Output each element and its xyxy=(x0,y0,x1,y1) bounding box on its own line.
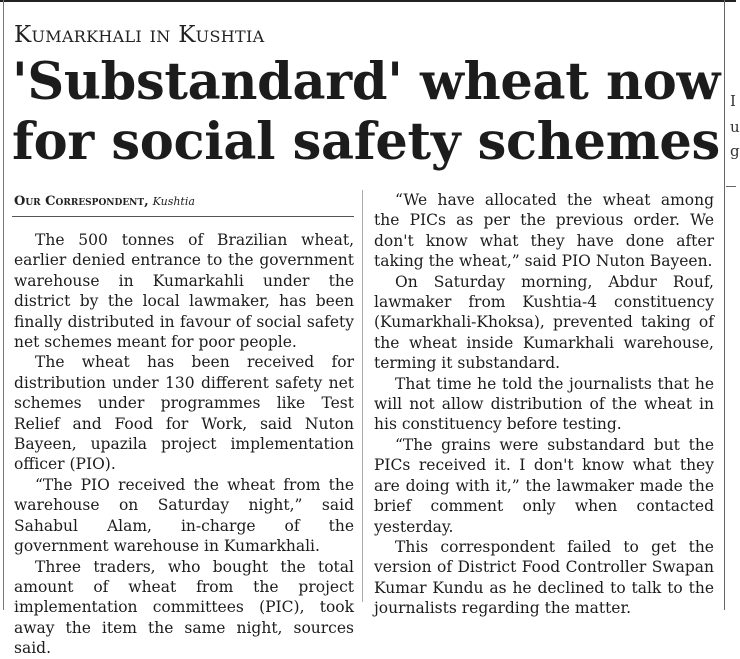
article-column-2 xyxy=(374,190,714,619)
paragraph: “The PIO received the wheat from the warehouse on Saturday night,” said Sahabul Alam, in-charge of the government warehouse in Kumarkhali. xyxy=(14,475,354,556)
edge-fragment: g xyxy=(730,142,740,160)
paragraph: This correspondent failed to get the version of District Food Controller Swapan Kumar Kundu as he declined to talk to the journalists regarding the matter. xyxy=(374,537,714,618)
paragraph: That time he told the journalists that he will not allow distribution of the wheat in his constituency before testing. xyxy=(374,374,714,434)
paragraph: The wheat has been received for distribution under 130 different safety net schemes under programmes like Test Relief and Food for Work, said Nuton Bayeen, upazila project implementation officer (PIO). xyxy=(14,353,354,474)
paragraph: “The grains were substandard but the PICs received it. I don't know what they are doing with it,” the lawmaker made the brief comment only when contacted yesterday. xyxy=(374,435,714,536)
edge-fragment: u xyxy=(730,118,740,136)
byline-name: Our Correspondent, xyxy=(14,194,149,209)
byline-place: Kushtia xyxy=(152,195,195,208)
article-kicker: Kumarkhali in Kushtia xyxy=(14,22,265,48)
paragraph: Three traders, who bought the total amount of wheat from the project implementation committees (PIC), took away the item the same night, sources said. xyxy=(14,557,354,658)
paragraph: The 500 tonnes of Brazilian wheat, earlier denied entrance to the government warehouse in Kumarkahli under the district by the local lawmaker, has been finally distributed in favour of social safety net schemes meant for poor people. xyxy=(14,231,354,352)
edge-fragment: I xyxy=(730,92,736,110)
paragraph: “We have allocated the wheat among the PICs as per the previous order. We don't know what they have done after taking the wheat,” said PIO Nuton Bayeen. xyxy=(374,191,714,271)
article-column-1 xyxy=(14,230,354,659)
top-border xyxy=(0,0,736,2)
byline-rule xyxy=(12,216,354,217)
left-border xyxy=(3,0,4,610)
right-border xyxy=(724,0,725,610)
right-edge-rule xyxy=(726,186,736,187)
byline xyxy=(14,194,195,209)
article-headline xyxy=(12,52,722,172)
paragraph: On Saturday morning, Abdur Rouf, lawmaker from Kushtia-4 constituency (Kumarkhali-Khoksa), prevented taking of the wheat inside Kumarkhali warehouse, terming it substandard. xyxy=(374,272,714,373)
column-divider xyxy=(362,190,363,602)
headline-line: 'Substandard' wheat now xyxy=(12,52,721,112)
headline-line: for social safety schemes xyxy=(12,112,720,172)
